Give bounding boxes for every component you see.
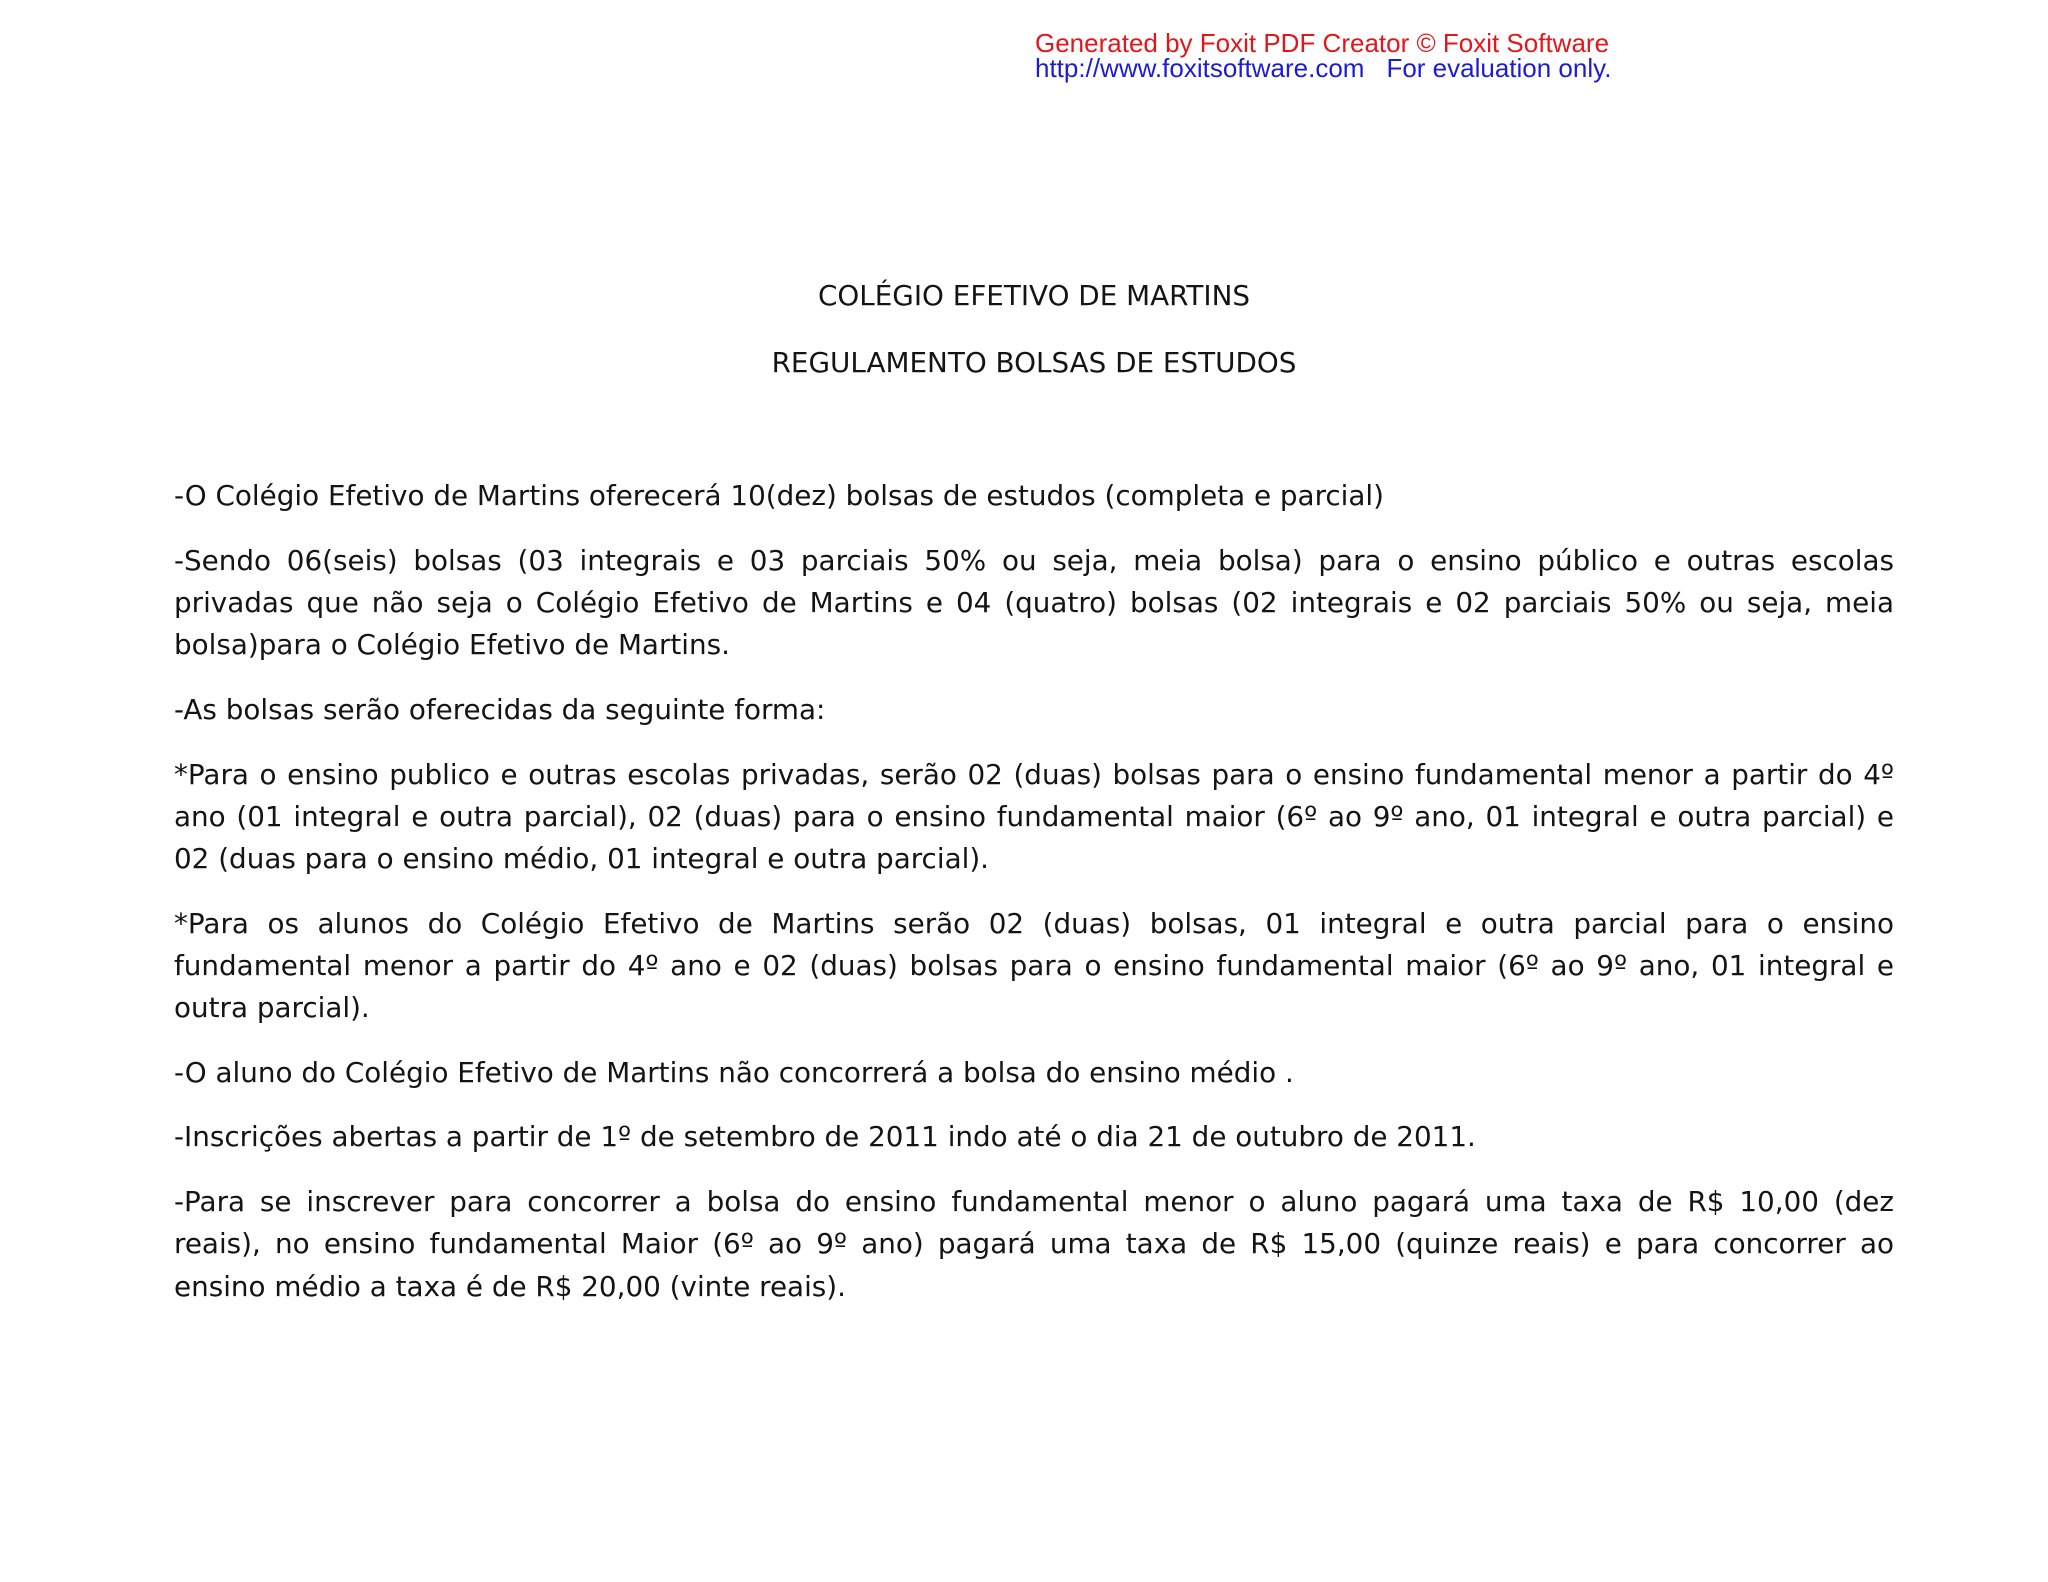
paragraph-total-scholarships bbox=[174, 475, 1894, 517]
paragraph-line: 02 (duas para o ensino médio, 01 integral e outra parcial). bbox=[174, 841, 989, 875]
paragraph-high-school-restriction bbox=[174, 1052, 1894, 1094]
paragraph-line: privadas que não seja o Colégio Efetivo de Martins e 04 (quatro) bolsas (02 integrais e 02 parciais 50% ou seja, meia bbox=[174, 585, 1894, 619]
paragraph-line: bolsa)para o Colégio Efetivo de Martins. bbox=[174, 628, 730, 662]
paragraph-line: -As bolsas serão oferecidas da seguinte forma: bbox=[174, 692, 826, 726]
paragraph-own-students bbox=[174, 903, 1894, 1030]
document-body bbox=[174, 475, 1894, 1330]
paragraph-line: ano (01 integral e outra parcial), 02 (duas) para o ensino fundamental maior (6º ao 9º ano, 01 integral e outra parcial) e bbox=[174, 799, 1894, 833]
paragraph-registration-fees bbox=[174, 1181, 1894, 1308]
paragraph-line: -Para se inscrever para concorrer a bolsa do ensino fundamental menor o aluno pagará uma taxa de R$ 10,00 (dez bbox=[174, 1185, 1894, 1219]
paragraph-line: -O aluno do Colégio Efetivo de Martins não concorrerá a bolsa do ensino médio . bbox=[174, 1055, 1294, 1089]
paragraph-line: *Para os alunos do Colégio Efetivo de Martins serão 02 (duas) bolsas, 01 integral e outra parcial para o ensino bbox=[174, 906, 1894, 940]
paragraph-line: -O Colégio Efetivo de Martins oferecerá 10(dez) bolsas de estudos (completa e parcial) bbox=[174, 479, 1384, 512]
foxit-watermark bbox=[1035, 28, 1612, 83]
paragraph-scholarship-split bbox=[174, 540, 1894, 667]
paragraph-line: -Sendo 06(seis) bolsas (03 integrais e 03 parciais 50% ou seja, meia bolsa) para o ensino público e outras escolas bbox=[174, 543, 1894, 577]
paragraph-public-schools bbox=[174, 754, 1894, 881]
document-title: COLÉGIO EFETIVO DE MARTINS bbox=[817, 279, 1251, 312]
paragraph-line: reais), no ensino fundamental Maior (6º ao 9º ano) pagará uma taxa de R$ 15,00 (quinze reais) e para concorrer ao bbox=[174, 1227, 1894, 1261]
paragraph-registration-dates bbox=[174, 1116, 1894, 1158]
watermark-url-line bbox=[1035, 53, 1612, 83]
watermark-url: http://www.foxitsoftware.com bbox=[1035, 53, 1365, 83]
watermark-generator-line: Generated by Foxit PDF Creator © Foxit Software bbox=[1035, 28, 1610, 58]
paragraph-line: fundamental menor a partir do 4º ano e 02 (duas) bolsas para o ensino fundamental maior (6º ao 9º ano, 01 integral e bbox=[174, 948, 1894, 982]
watermark-evaluation-note: For evaluation only. bbox=[1386, 53, 1612, 83]
paragraph-distribution-intro bbox=[174, 689, 1894, 731]
paragraph-line: ensino médio a taxa é de R$ 20,00 (vinte reais). bbox=[174, 1269, 846, 1303]
document-subtitle: REGULAMENTO BOLSAS DE ESTUDOS bbox=[771, 346, 1297, 379]
paragraph-line: outra parcial). bbox=[174, 991, 370, 1025]
paragraph-line: -Inscrições abertas a partir de 1º de setembro de 2011 indo até o dia 21 de outubro de 2011. bbox=[174, 1120, 1476, 1154]
paragraph-line: *Para o ensino publico e outras escolas privadas, serão 02 (duas) bolsas para o ensino fundamental menor a partir do 4º bbox=[174, 757, 1894, 791]
